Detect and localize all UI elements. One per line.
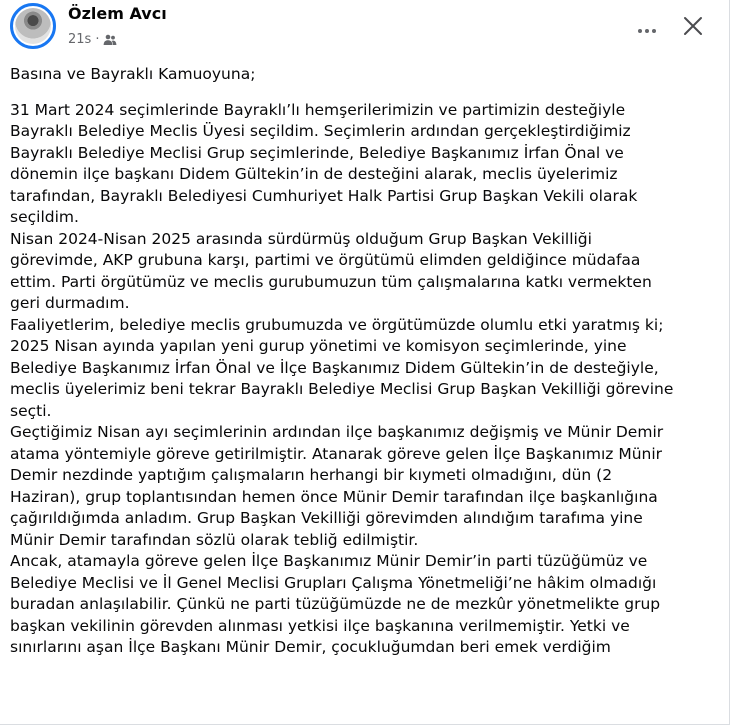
text-line: 2025 Nisan ayında yapılan yeni gurup yönetimi ve komisyon seçimlerinde, yine [10, 337, 627, 355]
text-line: çağırıldığımda anladım. Grup Başkan Vekilliği görevimden alındığım tarafıma yine [10, 509, 643, 527]
friends-icon[interactable] [103, 34, 117, 46]
text-line: Demir nezdinde yaptığım çalışmaların herhangi bir kıymeti olmadığını, dün (2 [10, 466, 613, 484]
timestamp[interactable]: 21s [68, 32, 92, 47]
meta-separator: · [95, 32, 100, 47]
text-line: Bayraklı Belediye Meclis Üyesi seçildim. Seçimlerin ardından gerçekleştirdiğimiz [10, 122, 631, 140]
text-line: Münir Demir tarafından sözlü olarak tebliğ edilmiştir. [10, 530, 419, 549]
text-line: Belediye Başkanımız İrfan Önal ve İlçe Başkanımız Didem Gültekin’in de desteğiyle, [10, 358, 659, 377]
text-line: seçti. [10, 401, 52, 420]
text-line: seçildim. [10, 208, 79, 226]
text-line: Faaliyetlerim, belediye meclis grubumuzda ve örgütümüzde olumlu etki yaratmış ki; [10, 315, 664, 334]
post-body [10, 100, 722, 659]
post-text [10, 64, 722, 659]
text-line: Geçtiğimiz Nisan ayı seçimlerinin ardından ilçe başkanımız değişmiş ve Münir Demir [10, 423, 664, 441]
close-icon [683, 16, 703, 40]
more-options-button[interactable] [630, 11, 664, 45]
text-line: geri durmadım. [10, 294, 130, 312]
text-line: dönemin ilçe başkanı Didem Gültekin’in de desteğini alarak, meclis üyelerimiz [10, 165, 618, 183]
text-line: 31 Mart 2024 seçimlerinde Bayraklı’lı hemşerilerimizin ve partimizin desteğiyle [10, 100, 626, 119]
text-line: başkan vekilinin görevden alınması yetkisi ilçe başkanına verilmemiştir. Yetki ve [10, 616, 630, 635]
text-line: görevimde, AKP grubuna karşı, partimi ve örgütümü elimden geldiğince müdafaa [10, 251, 641, 269]
text-line: Nisan 2024-Nisan 2025 arasında sürdürmüş olduğum Grup Başkan Vekilliği [10, 229, 592, 248]
text-line: Haziran), grup toplantısından hemen önce Münir Demir tarafından ilçe başkanlığına [10, 487, 658, 506]
text-line: atama yöntemiyle göreve getirilmiştir. Atanarak göreve gelen İlçe Başkanımız Münir [10, 444, 663, 463]
text-line: meclis üyelerimiz beni tekrar Bayraklı Belediye Meclisi Grup Başkan Vekilliği görevine [10, 380, 674, 398]
more-horizontal-icon [637, 19, 657, 38]
text-line: tarafından, Bayraklı Belediyesi Cumhuriyet Halk Partisi Grup Başkan Vekili olarak [10, 186, 638, 205]
post-meta [68, 32, 117, 47]
text-line: Bayraklı Belediye Meclisi Grup seçimlerinde, Belediye Başkanımız İrfan Önal ve [10, 143, 624, 162]
author-name[interactable]: Özlem Avcı [68, 4, 167, 23]
text-line: Belediye Meclisi ve İl Genel Meclisi Grupları Çalışma Yönetmeliği’ne hâkim olmadığı [10, 573, 657, 592]
text-line: ettim. Parti örgütümüz ve meclis gurubumuzun tüm çalışmalarına katkı vermekten [10, 272, 652, 291]
avatar-image [15, 8, 51, 44]
post-header [0, 0, 729, 60]
text-line: buradan anlaşılabilir. Çünkü ne parti tüzüğümüzde ne de mezkûr yönetmelikte grup [10, 595, 661, 613]
avatar[interactable] [10, 3, 56, 49]
post-greeting: Basına ve Bayraklı Kamuoyuna; [10, 65, 256, 83]
text-line: sınırlarını aşan İlçe Başkanı Münir Demir, çocukluğumdan beri emek verdiğim [10, 638, 611, 656]
text-line: Ancak, atamayla göreve gelen İlçe Başkanımız Münir Demir’in parti tüzüğümüz ve [10, 552, 648, 570]
close-button[interactable] [676, 11, 710, 45]
